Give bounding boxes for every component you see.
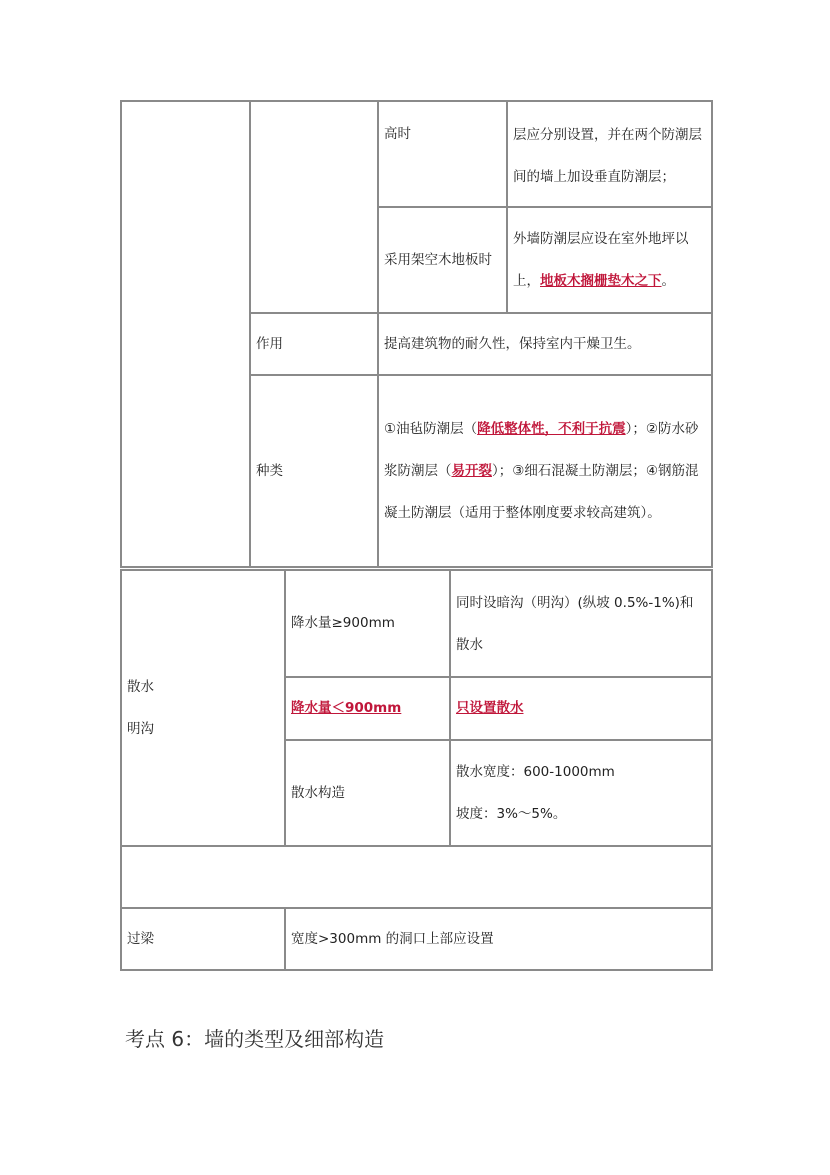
condition-cell xyxy=(378,101,507,207)
lintel-label: 过梁 xyxy=(127,930,154,947)
apron-construction-label-cell xyxy=(285,740,450,846)
types-text: ①油毡防潮层（ xyxy=(384,421,478,437)
apron-label: 散水 xyxy=(127,679,154,695)
rainfall-measure: 同时设暗沟（明沟）(纵坡 0.5%-1%)和散水 xyxy=(456,594,694,653)
function-label-cell xyxy=(250,313,378,375)
rainfall-measure-cell xyxy=(450,677,712,740)
apron-label-cell xyxy=(121,570,285,846)
emphasis-text: 地板木搁栅垫木之下 xyxy=(540,273,662,289)
requirement-text: 外墙防潮层应设在室外地坪以上， xyxy=(513,231,689,289)
lintel-label-cell xyxy=(121,908,285,970)
requirement-cell xyxy=(507,207,712,313)
punctuation: 。 xyxy=(661,273,675,289)
rainfall-measure: 只设置散水 xyxy=(456,700,524,716)
apron-construction-label: 散水构造 xyxy=(291,784,345,801)
apron-slope: 坡度：3%～5%。 xyxy=(456,806,567,822)
apron-construction-cell xyxy=(450,740,712,846)
requirement-cell xyxy=(507,101,712,207)
rainfall-condition: 降水量≥900mm xyxy=(291,615,395,631)
rainfall-measure-cell xyxy=(450,570,712,677)
rainfall-condition: 降水量＜900mm xyxy=(291,700,402,716)
apron-width: 散水宽度：600-1000mm xyxy=(456,764,615,780)
blank-row xyxy=(121,846,712,908)
types-text-cell xyxy=(378,375,712,567)
requirement-text: 层应分别设置，并在两个防潮层间的墙上加设垂直防潮层； xyxy=(513,127,702,185)
section-heading: 考点 6：墙的类型及细部构造 xyxy=(125,1027,385,1051)
function-text: 提高建筑物的耐久性，保持室内干燥卫生。 xyxy=(384,335,641,352)
merged-blank-cell xyxy=(121,101,250,567)
drain-label: 明沟 xyxy=(127,721,154,737)
condition-text: 采用架空木地板时 xyxy=(384,251,492,268)
condition-text: 高时 xyxy=(384,126,411,142)
emphasis-text: 易开裂 xyxy=(451,463,492,479)
lintel-text: 宽度>300mm 的洞口上部应设置 xyxy=(291,930,494,947)
types-text: ）；②防水砂浆防潮层（ xyxy=(384,421,699,479)
condition-cell xyxy=(378,207,507,313)
function-label: 作用 xyxy=(256,335,283,352)
blank-cell xyxy=(250,101,378,313)
rainfall-condition-cell xyxy=(285,570,450,677)
types-text: ）；③细石混凝土防潮层；④钢筋混凝土防潮层（适用于整体刚度要求较高建筑）。 xyxy=(384,463,699,521)
rainfall-condition-cell xyxy=(285,677,450,740)
types-label: 种类 xyxy=(256,462,283,479)
lintel-text-cell xyxy=(285,908,712,970)
apron-drain-table xyxy=(120,569,713,971)
types-label-cell xyxy=(250,375,378,567)
emphasis-text: 降低整体性，不利于抗震 xyxy=(477,421,626,437)
function-text-cell xyxy=(378,313,712,375)
damp-proof-table xyxy=(120,100,713,568)
